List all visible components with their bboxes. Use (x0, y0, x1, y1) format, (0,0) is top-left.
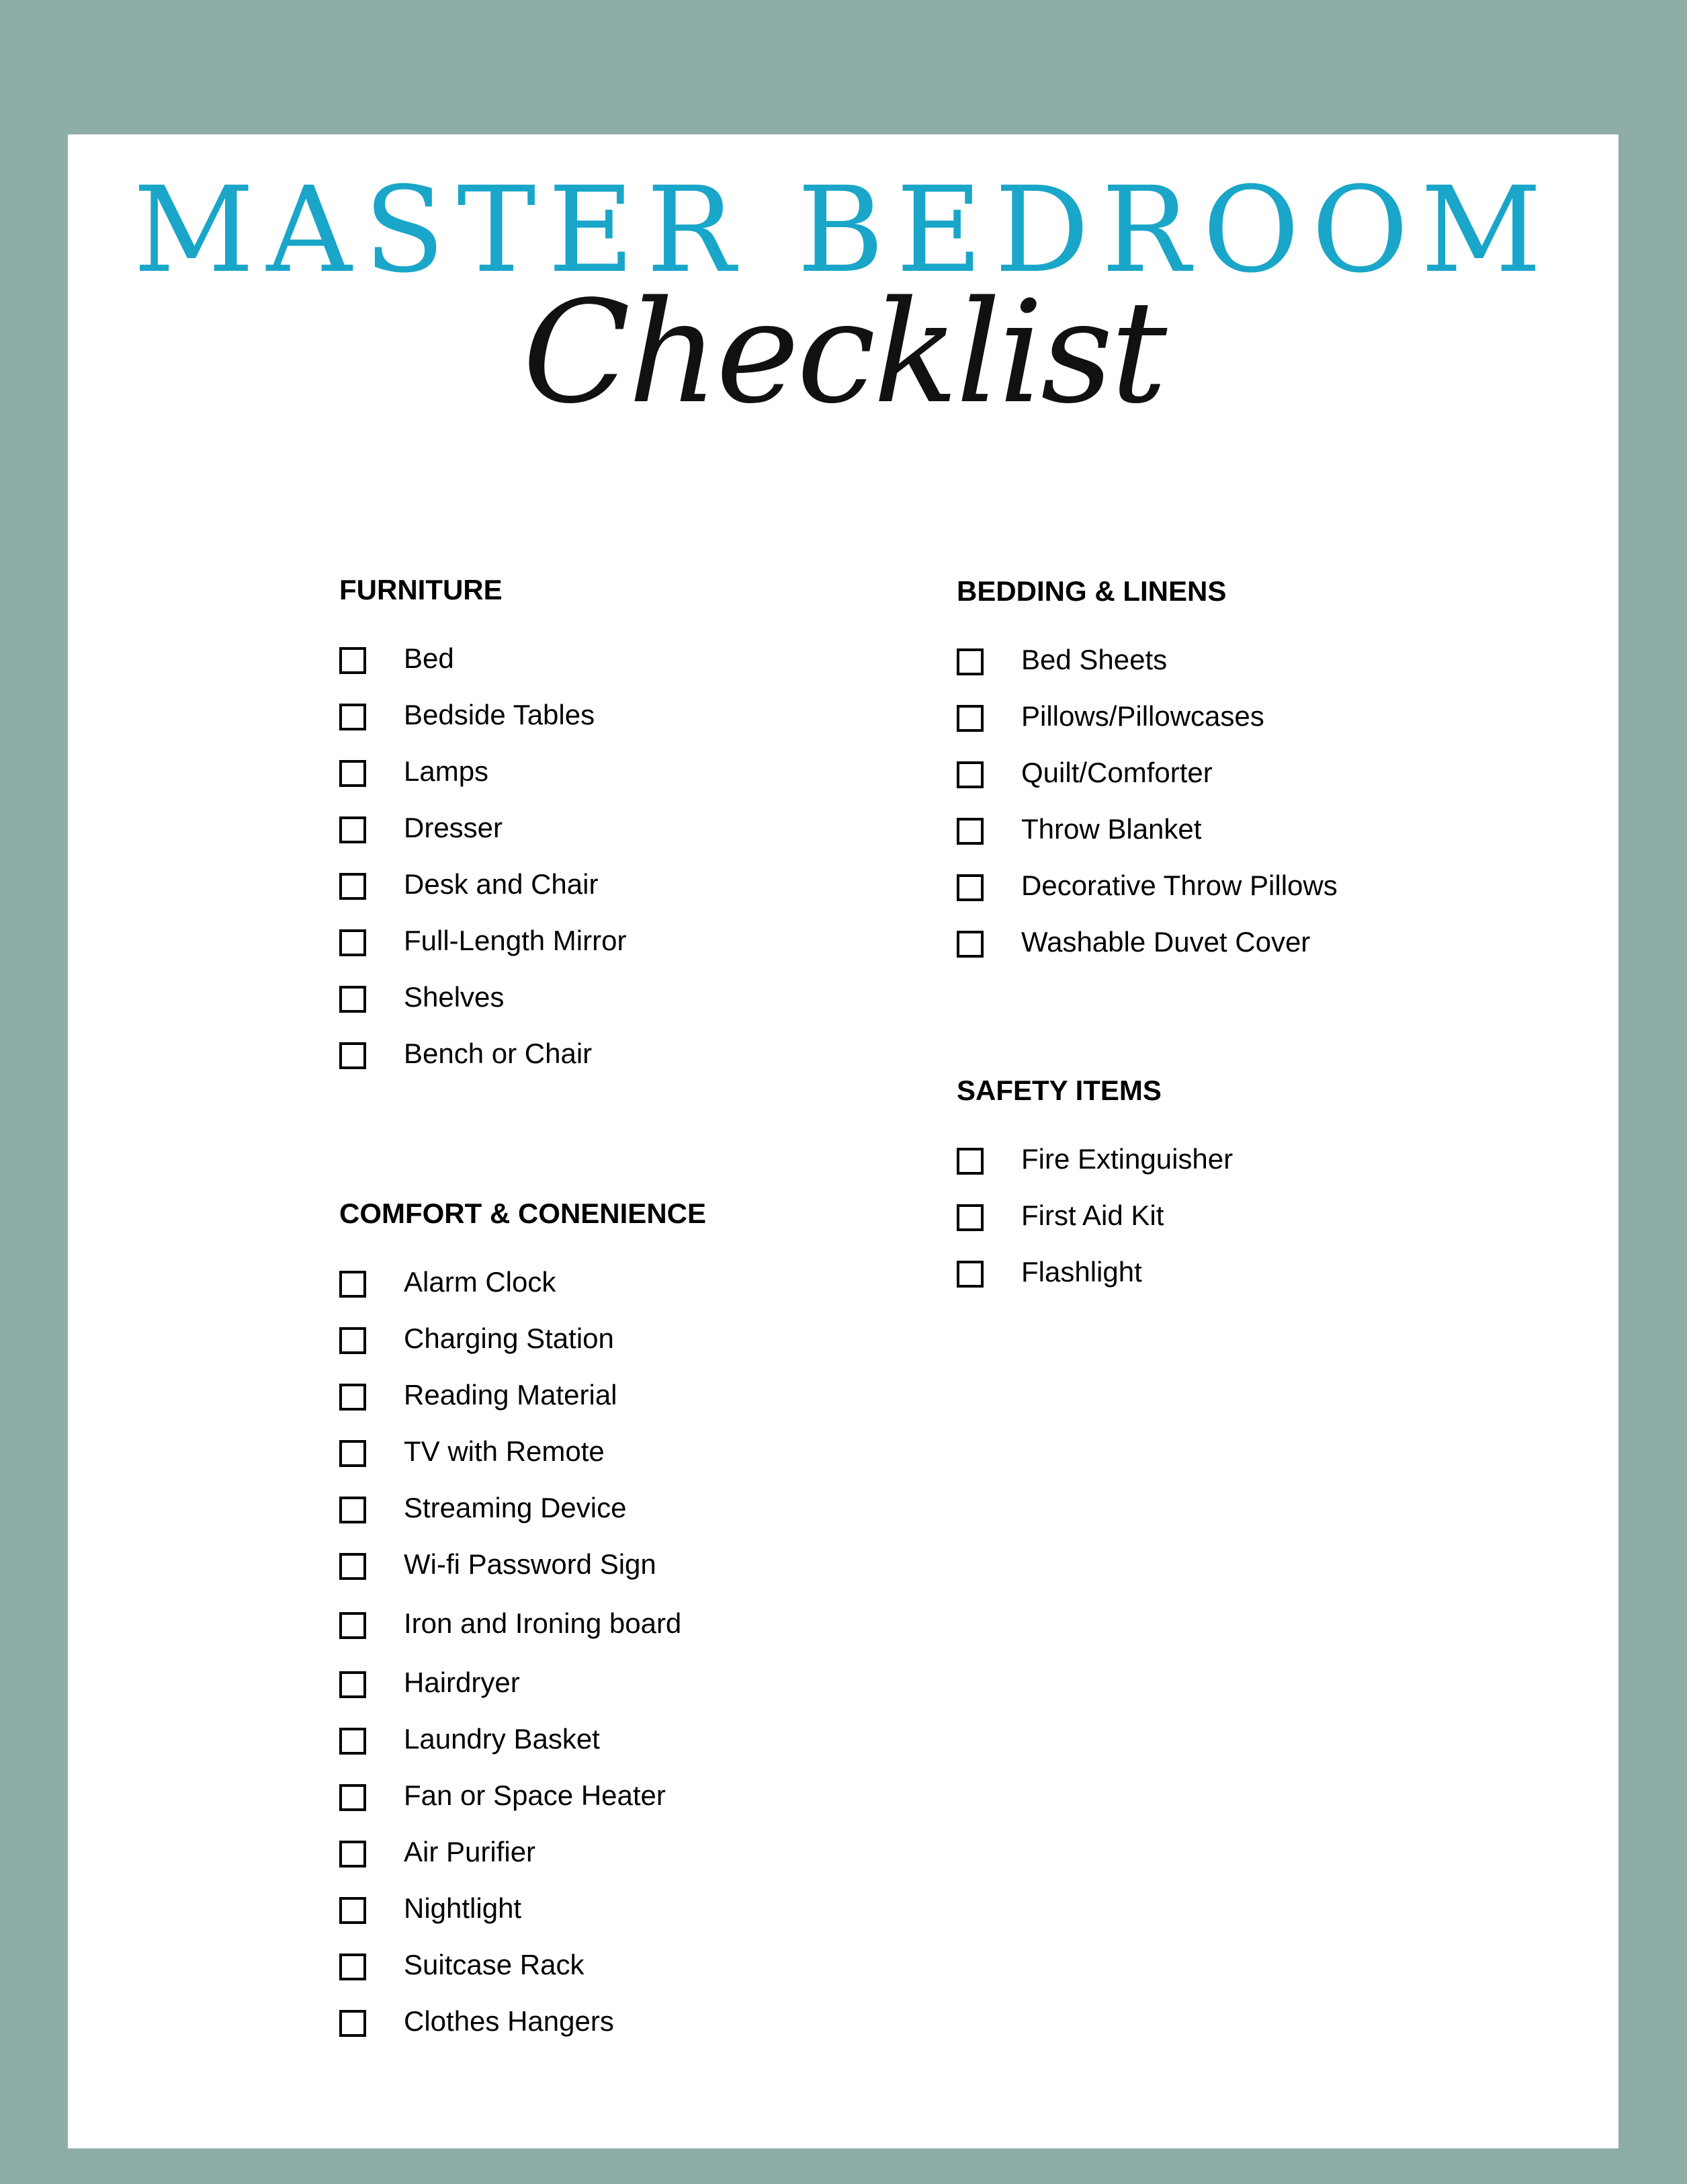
section-heading: BEDDING & LINENS (957, 575, 1227, 607)
item-label: Streaming Device (404, 1492, 627, 1523)
checklist-item (957, 801, 1338, 857)
section-safety-items (957, 1070, 1233, 1300)
checkbox[interactable] (339, 1384, 366, 1411)
item-label: Suitcase Rack (404, 1949, 585, 1980)
checklist-item (339, 856, 626, 913)
item-label: First Aid Kit (1021, 1200, 1164, 1231)
checkbox[interactable] (339, 1841, 366, 1867)
checklist-item (339, 1480, 706, 1536)
checkbox[interactable] (957, 1148, 984, 1175)
checkbox[interactable] (957, 1204, 984, 1231)
item-label: Dresser (404, 812, 503, 843)
section-comfort-convenience (339, 1193, 706, 2050)
checklist-item (339, 913, 626, 969)
item-label: Bed Sheets (1021, 644, 1168, 675)
checklist-item (339, 743, 626, 800)
checklist-item (957, 745, 1338, 801)
item-label: Reading Material (404, 1379, 617, 1411)
checkbox[interactable] (339, 873, 366, 900)
item-label: Washable Duvet Cover (1021, 926, 1311, 958)
checklist-item (339, 630, 626, 687)
page-title: MASTER BEDROOM (133, 161, 1554, 299)
checkbox[interactable] (339, 1440, 366, 1467)
checkbox[interactable] (339, 1728, 366, 1755)
checkbox[interactable] (339, 1671, 366, 1698)
checklist-item (957, 1187, 1233, 1244)
checkbox[interactable] (339, 2010, 366, 2037)
item-label: Bed (404, 642, 454, 674)
checklist-item (339, 1937, 706, 1993)
item-label: Throw Blanket (1021, 813, 1202, 845)
item-label: Fan or Space Heater (404, 1779, 666, 1811)
item-label: Clothes Hangers (404, 2005, 614, 2037)
checklist-item (339, 1025, 626, 1082)
item-label: Iron and Ironing board (404, 1607, 682, 1639)
checkbox[interactable] (339, 1612, 366, 1639)
checklist-item (339, 1767, 706, 1824)
checkbox[interactable] (957, 931, 984, 958)
checklist-page (68, 134, 1618, 2148)
checkbox[interactable] (339, 1497, 366, 1523)
checkbox[interactable] (957, 705, 984, 732)
item-label: Quilt/Comforter (1021, 757, 1213, 788)
checklist-item (339, 687, 626, 743)
checklist-item (339, 1711, 706, 1767)
checkbox[interactable] (339, 1327, 366, 1354)
checkbox[interactable] (339, 986, 366, 1013)
checklist-item (957, 1131, 1233, 1187)
item-label: Nightlight (404, 1892, 522, 1924)
item-label: Lamps (404, 755, 489, 787)
item-label: TV with Remote (404, 1435, 605, 1467)
checkbox[interactable] (957, 648, 984, 675)
section-bedding-linens (957, 571, 1338, 970)
item-label: Wi-fi Password Sign (404, 1548, 656, 1580)
checklist-item (339, 1367, 706, 1423)
item-label: Decorative Throw Pillows (1021, 870, 1338, 901)
section-heading: FURNITURE (339, 574, 503, 605)
checkbox[interactable] (339, 1553, 366, 1580)
page-subtitle-script: Checklist (522, 270, 1165, 435)
checkbox[interactable] (957, 874, 984, 901)
checklist-item (339, 1880, 706, 1937)
item-label: Shelves (404, 981, 505, 1013)
checklist-item (339, 1536, 706, 1593)
item-label: Bedside Tables (404, 699, 595, 730)
checkbox[interactable] (339, 929, 366, 956)
checklist-item (339, 1423, 706, 1480)
checkbox[interactable] (339, 1271, 366, 1298)
checklist-item (957, 688, 1338, 745)
checkbox[interactable] (339, 1897, 366, 1924)
item-label: Full-Length Mirror (404, 925, 627, 956)
checklist-item (339, 1254, 706, 1310)
checkbox[interactable] (339, 1954, 366, 1980)
item-label: Laundry Basket (404, 1723, 600, 1755)
checklist-item (339, 1654, 706, 1711)
item-label: Hairdryer (404, 1667, 520, 1698)
checkbox[interactable] (339, 760, 366, 787)
item-label: Flashlight (1021, 1256, 1142, 1288)
checkbox[interactable] (339, 816, 366, 843)
item-label: Desk and Chair (404, 868, 599, 900)
section-heading: COMFORT & CONENIENCE (339, 1198, 706, 1229)
item-label: Charging Station (404, 1322, 614, 1354)
checkbox[interactable] (339, 1042, 366, 1069)
item-label: Air Purifier (404, 1836, 536, 1867)
item-label: Fire Extinguisher (1021, 1143, 1234, 1175)
checklist-item (339, 800, 626, 856)
section-furniture (339, 570, 626, 1082)
checklist-item (339, 1310, 706, 1367)
checklist-item (339, 969, 626, 1025)
checkbox[interactable] (339, 1784, 366, 1811)
checklist-item (957, 1244, 1233, 1300)
checkbox[interactable] (957, 1261, 984, 1288)
checkbox[interactable] (957, 818, 984, 845)
checklist-item (957, 857, 1338, 914)
checkbox[interactable] (339, 704, 366, 730)
checklist-item (339, 1993, 706, 2050)
item-label: Bench or Chair (404, 1038, 593, 1069)
item-label: Pillows/Pillowcases (1021, 700, 1264, 732)
checklist-item (339, 1593, 706, 1654)
item-label: Alarm Clock (404, 1266, 556, 1298)
checkbox[interactable] (957, 761, 984, 788)
checklist-item (957, 632, 1338, 688)
checkbox[interactable] (339, 647, 366, 674)
checklist-item (957, 914, 1338, 970)
section-heading: SAFETY ITEMS (957, 1075, 1162, 1106)
checklist-item (339, 1824, 706, 1880)
